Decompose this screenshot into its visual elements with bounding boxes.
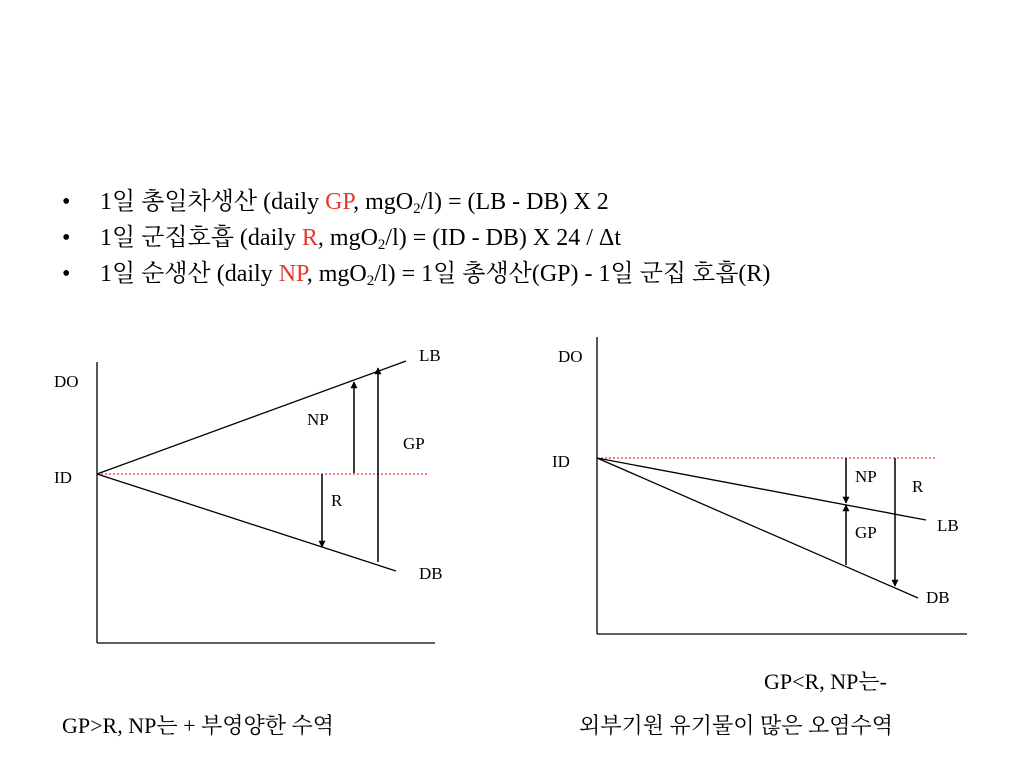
right-do-label: DO: [558, 347, 583, 366]
highlight-term: GP: [325, 189, 354, 215]
bullet-text-end: /l) = 1일 총생산(GP) - 1일 군집 호흡(R): [374, 261, 771, 287]
left-lb-line: [97, 361, 406, 474]
right-caption-line1: GP<R, NP는-: [764, 669, 887, 694]
bullet-text-mid: , mgO: [317, 225, 378, 251]
bullet-dot: •: [62, 261, 71, 287]
right-gp-label: GP: [855, 523, 877, 542]
bullet-text-end: /l) = (ID - DB) X 24 / Δt: [385, 225, 622, 251]
right-r-label: R: [912, 477, 924, 496]
left-lb-label: LB: [419, 346, 441, 365]
right-caption-line2: 외부기원 유기물이 많은 오염수역: [579, 713, 894, 738]
bullet-text-mid: , mgO: [306, 261, 367, 287]
right-diagram: [552, 337, 967, 634]
bullet-text-end: /l) = (LB - DB) X 2: [420, 189, 609, 215]
left-r-label: R: [331, 491, 343, 510]
right-id-label: ID: [552, 452, 570, 471]
left-db-label: DB: [419, 564, 443, 583]
subscript: 2: [366, 273, 375, 289]
left-caption: GP>R, NP는 + 부영양한 수역: [62, 713, 334, 738]
bullet-text-start: 1일 순생산 (daily: [100, 261, 279, 287]
left-gp-label: GP: [403, 434, 425, 453]
left-diagram: [54, 346, 443, 643]
left-db-line: [97, 474, 396, 571]
bullet-dot: •: [62, 225, 71, 251]
right-lb-label: LB: [937, 516, 959, 535]
bullet-text-mid: , mgO: [353, 189, 414, 215]
bullet-dot: •: [62, 189, 71, 215]
subscript: 2: [413, 201, 421, 217]
bullet-text-start: 1일 총일차생산 (daily: [100, 189, 326, 215]
highlight-term: R: [301, 225, 318, 251]
right-np-label: NP: [855, 467, 877, 486]
subscript: 2: [377, 237, 386, 253]
left-do-label: DO: [54, 372, 79, 391]
bullet-text-start: 1일 군집호흡 (daily: [100, 225, 302, 251]
left-id-label: ID: [54, 468, 72, 487]
left-np-label: NP: [307, 410, 329, 429]
right-db-label: DB: [926, 588, 950, 607]
highlight-term: NP: [278, 261, 307, 287]
